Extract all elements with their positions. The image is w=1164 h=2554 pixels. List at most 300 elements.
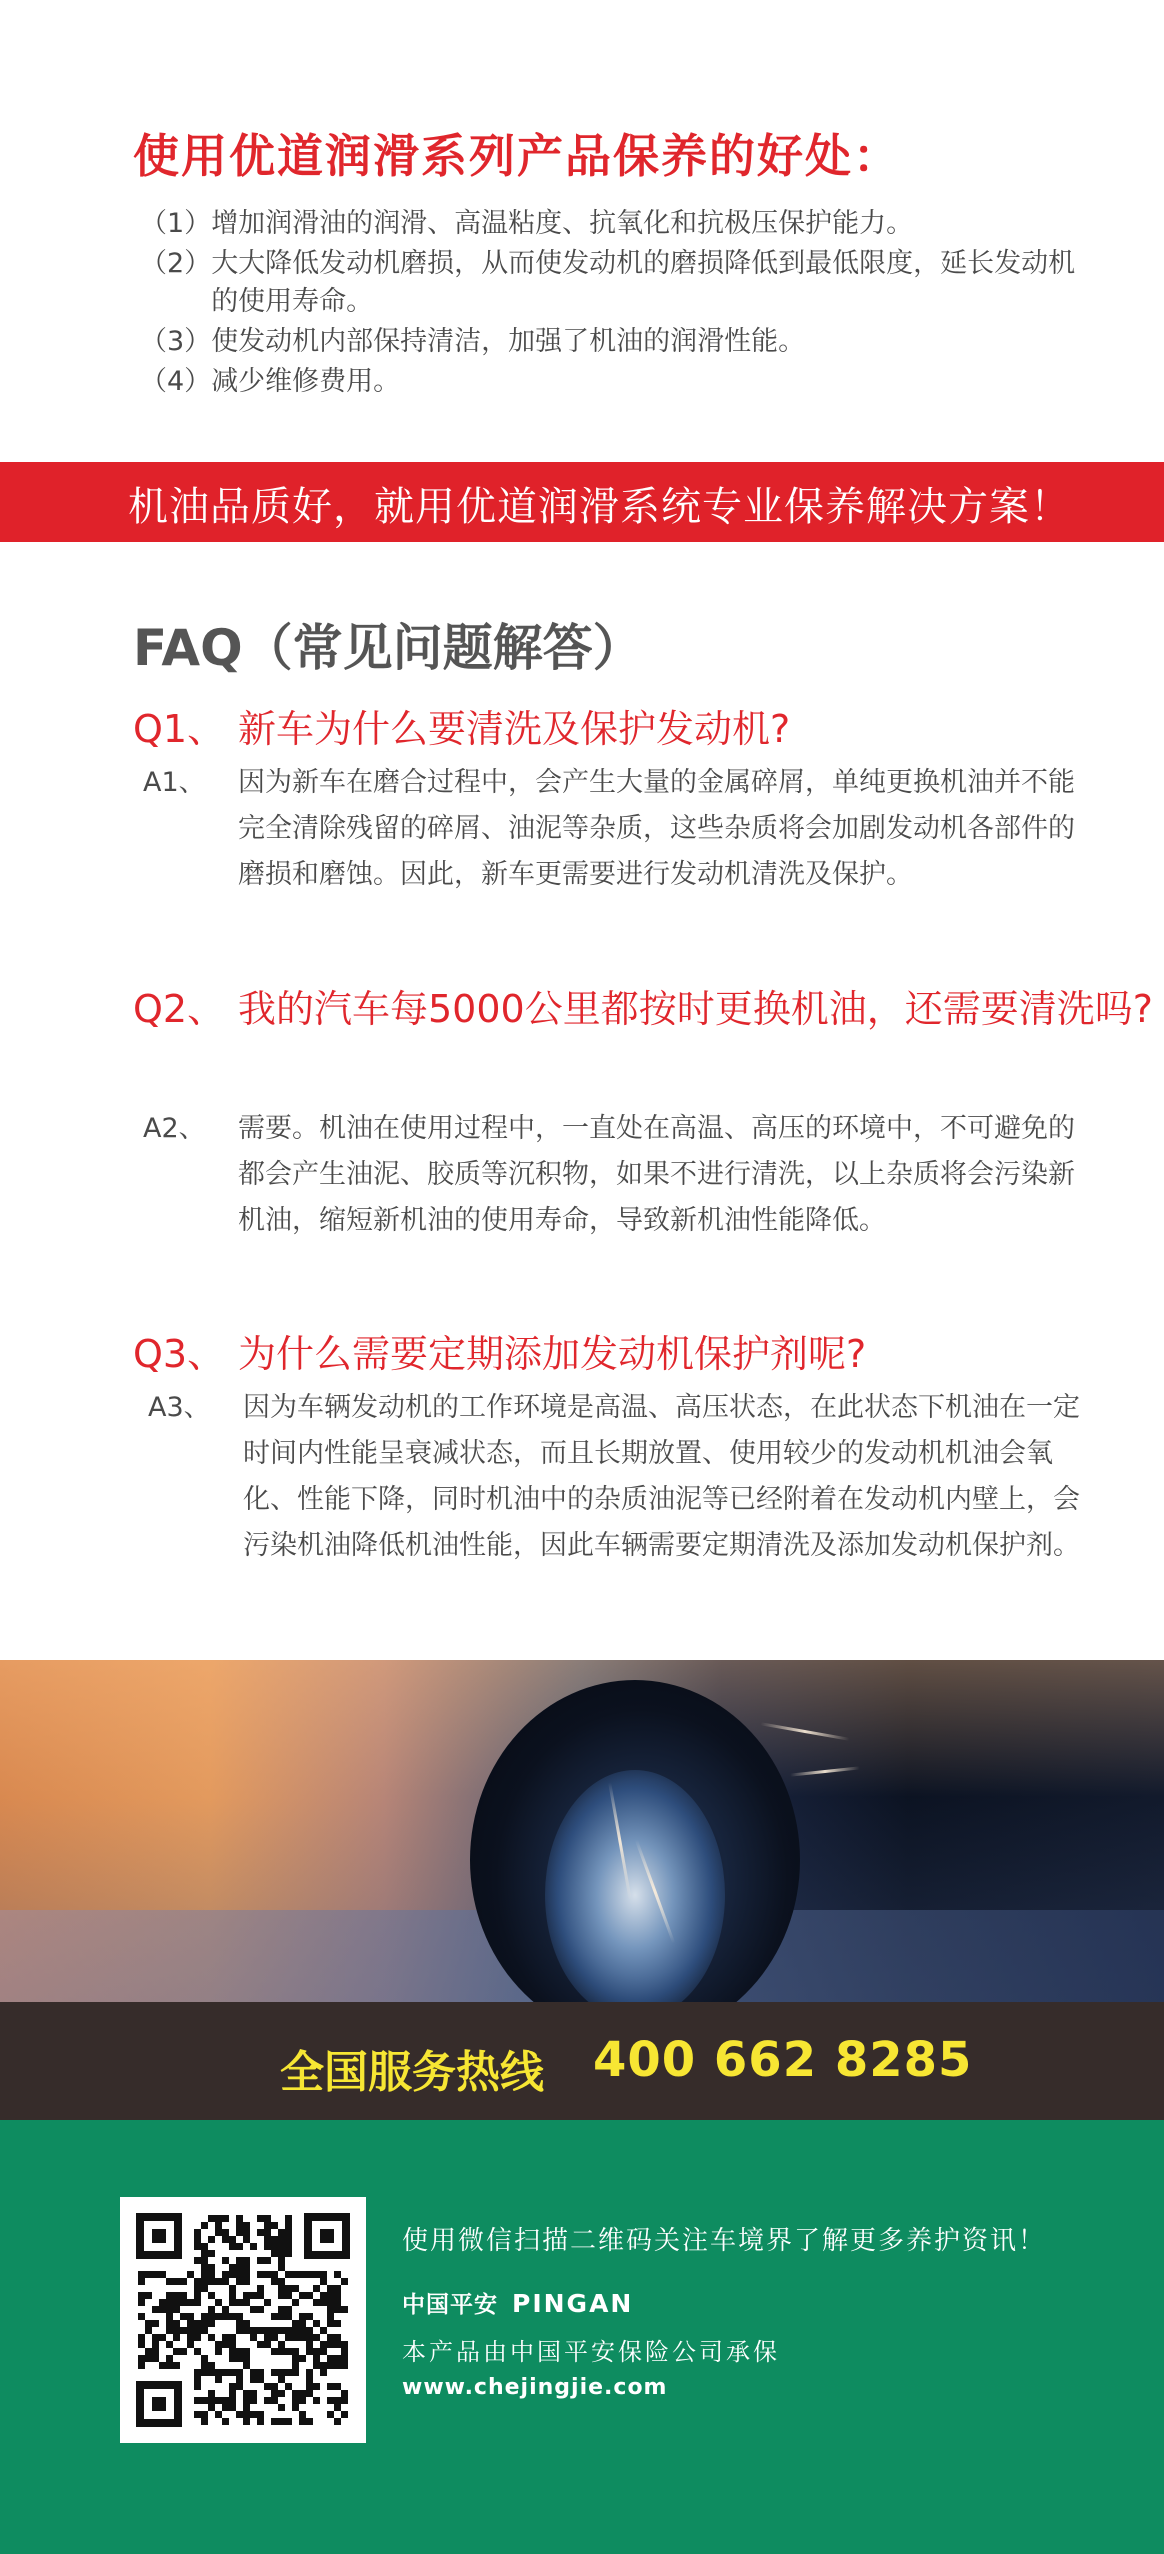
qr-module <box>229 2313 236 2320</box>
qr-module <box>250 2390 257 2397</box>
qr-module <box>299 2271 306 2278</box>
qr-module <box>194 2285 201 2292</box>
qr-module <box>159 2334 166 2341</box>
qr-module <box>194 2369 201 2376</box>
qr-module <box>271 2250 278 2257</box>
qr-module <box>320 2278 327 2285</box>
qr-module <box>187 2341 194 2348</box>
qr-module <box>201 2264 208 2271</box>
qr-module <box>173 2306 180 2313</box>
benefit-number: （2） <box>140 248 212 279</box>
qr-module <box>341 2411 348 2418</box>
qr-module <box>166 2278 173 2285</box>
slogan-text: 机油品质好，就用优道润滑系统专业保养解决方案！ <box>128 484 1071 530</box>
qr-module <box>159 2306 166 2313</box>
qr-module <box>313 2383 320 2390</box>
faq-answer-2 <box>143 1106 1083 1296</box>
qr-module <box>278 2369 285 2376</box>
qr-module <box>306 2271 313 2278</box>
qr-module <box>264 2243 271 2250</box>
answer-label: A3、 <box>148 1392 211 1423</box>
qr-module <box>285 2229 292 2236</box>
qr-module <box>229 2285 236 2292</box>
faq-title-main: FAQ <box>133 619 243 677</box>
qr-module <box>215 2278 222 2285</box>
answer-text: 需要。机油在使用过程中，一直处在高温、高压的环境中，不可避免的都会产生油泥、胶质等沉积物，如果不进行清洗，以上杂质将会污染新机油，缩短新机油的使用寿命，导致新机油性能降低。 <box>238 1113 1075 1236</box>
qr-module <box>208 2362 215 2369</box>
question-label: Q1、 <box>133 707 226 751</box>
qr-module <box>292 2348 299 2355</box>
qr-module <box>215 2341 222 2348</box>
faq-answer-3 <box>143 1385 1083 1625</box>
qr-module <box>334 2285 341 2292</box>
qr-module <box>208 2306 215 2313</box>
qr-module <box>278 2278 285 2285</box>
qr-module <box>299 2397 306 2404</box>
qr-module <box>278 2327 285 2334</box>
qr-module <box>271 2390 278 2397</box>
qr-module <box>236 2264 243 2271</box>
qr-module <box>327 2355 334 2362</box>
qr-module <box>173 2327 180 2334</box>
qr-module <box>313 2320 320 2327</box>
qr-module <box>138 2362 145 2369</box>
qr-module <box>229 2271 236 2278</box>
qr-module <box>327 2313 334 2320</box>
qr-module <box>292 2334 299 2341</box>
pingan-logo <box>402 2286 633 2319</box>
qr-module <box>229 2341 236 2348</box>
qr-module <box>194 2278 201 2285</box>
qr-finder <box>136 2381 182 2427</box>
benefit-item <box>140 245 1090 321</box>
benefit-item <box>140 323 1090 361</box>
qr-module <box>271 2271 278 2278</box>
qr-module <box>278 2313 285 2320</box>
qr-module <box>285 2383 292 2390</box>
qr-module <box>285 2306 292 2313</box>
qr-module <box>222 2229 229 2236</box>
qr-module <box>222 2341 229 2348</box>
qr-code[interactable] <box>120 2197 366 2443</box>
qr-module <box>243 2348 250 2355</box>
qr-module <box>208 2397 215 2404</box>
qr-module <box>264 2271 271 2278</box>
qr-module <box>327 2341 334 2348</box>
qr-module <box>264 2215 271 2222</box>
qr-module <box>243 2278 250 2285</box>
qr-module <box>306 2327 313 2334</box>
qr-module <box>306 2341 313 2348</box>
qr-module <box>334 2271 341 2278</box>
faq-question-2 <box>133 980 1164 1096</box>
qr-module <box>320 2292 327 2299</box>
qr-module <box>341 2341 348 2348</box>
qr-module <box>334 2320 341 2327</box>
qr-module <box>250 2376 257 2383</box>
qr-module <box>264 2222 271 2229</box>
qr-module <box>250 2292 257 2299</box>
qr-module <box>243 2404 250 2411</box>
qr-module <box>180 2278 187 2285</box>
qr-module <box>201 2222 208 2229</box>
qr-module <box>271 2243 278 2250</box>
qr-module <box>215 2348 222 2355</box>
qr-module <box>145 2320 152 2327</box>
benefit-number: （1） <box>140 208 212 239</box>
wechat-scan-text: 使用微信扫描二维码关注车境界了解更多养护资讯！ <box>402 2226 1047 2256</box>
qr-module <box>285 2292 292 2299</box>
qr-module <box>215 2397 222 2404</box>
qr-module <box>152 2320 159 2327</box>
qr-module <box>278 2264 285 2271</box>
qr-module <box>334 2299 341 2306</box>
qr-module <box>278 2348 285 2355</box>
qr-module <box>201 2285 208 2292</box>
qr-module <box>299 2334 306 2341</box>
qr-module <box>229 2348 236 2355</box>
qr-module <box>299 2390 306 2397</box>
qr-module <box>187 2334 194 2341</box>
answer-text: 因为新车在磨合过程中，会产生大量的金属碎屑，单纯更换机油并不能完全清除残留的碎屑、油泥等杂质，这些杂质将会加剧发动机各部件的磨损和磨蚀。因此，新车更需要进行发动机清洗及保护。 <box>238 767 1075 890</box>
qr-module <box>285 2250 292 2257</box>
qr-module <box>138 2313 145 2320</box>
qr-module <box>243 2222 250 2229</box>
qr-module <box>187 2299 194 2306</box>
qr-module <box>257 2376 264 2383</box>
qr-module <box>292 2299 299 2306</box>
qr-module <box>334 2404 341 2411</box>
qr-module <box>201 2355 208 2362</box>
qr-module <box>243 2292 250 2299</box>
qr-module <box>292 2355 299 2362</box>
qr-module <box>138 2292 145 2299</box>
underwriter-text: 本产品由中国平安保险公司承保 <box>402 2338 780 2366</box>
qr-module <box>236 2411 243 2418</box>
qr-module <box>341 2348 348 2355</box>
hotline-label: 全国服务热线 <box>280 2047 544 2098</box>
slogan-banner <box>0 462 1164 542</box>
qr-module <box>229 2334 236 2341</box>
qr-module <box>215 2376 222 2383</box>
qr-module <box>334 2418 341 2425</box>
qr-module <box>180 2313 187 2320</box>
qr-module <box>271 2383 278 2390</box>
qr-module <box>278 2418 285 2425</box>
qr-module <box>264 2383 271 2390</box>
qr-module <box>285 2348 292 2355</box>
qr-module <box>145 2355 152 2362</box>
qr-module <box>285 2236 292 2243</box>
qr-module <box>257 2306 264 2313</box>
qr-module <box>334 2355 341 2362</box>
qr-module <box>187 2320 194 2327</box>
qr-finder <box>136 2213 182 2259</box>
qr-module <box>292 2390 299 2397</box>
qr-module <box>222 2334 229 2341</box>
qr-module <box>320 2271 327 2278</box>
qr-module <box>292 2285 299 2292</box>
qr-module <box>257 2411 264 2418</box>
qr-module <box>236 2215 243 2222</box>
qr-module <box>341 2390 348 2397</box>
qr-module <box>264 2334 271 2341</box>
qr-module <box>166 2306 173 2313</box>
qr-module <box>152 2334 159 2341</box>
qr-module <box>208 2236 215 2243</box>
qr-module <box>271 2327 278 2334</box>
benefit-item <box>140 205 1090 243</box>
question-text: 为什么需要定期添加发动机保护剂呢? <box>238 1332 867 1376</box>
qr-module <box>320 2362 327 2369</box>
qr-module <box>257 2369 264 2376</box>
qr-module <box>278 2404 285 2411</box>
answer-label: A1、 <box>143 767 206 798</box>
qr-module <box>208 2292 215 2299</box>
qr-module <box>194 2320 201 2327</box>
qr-module <box>313 2299 320 2306</box>
qr-module <box>173 2299 180 2306</box>
qr-module <box>306 2292 313 2299</box>
qr-module <box>264 2327 271 2334</box>
qr-module <box>306 2418 313 2425</box>
qr-module <box>166 2313 173 2320</box>
service-hotline-bar <box>0 2002 1164 2120</box>
qr-module <box>264 2229 271 2236</box>
qr-module <box>180 2292 187 2299</box>
qr-module <box>194 2376 201 2383</box>
qr-module <box>194 2299 201 2306</box>
qr-module <box>215 2229 222 2236</box>
qr-module <box>334 2306 341 2313</box>
qr-module <box>159 2299 166 2306</box>
qr-module <box>215 2411 222 2418</box>
qr-module <box>194 2348 201 2355</box>
qr-module <box>236 2313 243 2320</box>
qr-module <box>243 2236 250 2243</box>
qr-module <box>278 2341 285 2348</box>
qr-module <box>152 2348 159 2355</box>
hotline-number[interactable]: 400 662 8285 <box>593 2032 973 2088</box>
qr-module <box>243 2418 250 2425</box>
qr-module <box>327 2334 334 2341</box>
qr-module <box>306 2390 313 2397</box>
qr-module <box>145 2292 152 2299</box>
qr-module <box>194 2243 201 2250</box>
qr-module <box>229 2397 236 2404</box>
question-text: 我的汽车每5000公里都按时更换机油，还需要清洗吗? <box>238 987 1153 1031</box>
qr-module <box>208 2278 215 2285</box>
qr-module <box>236 2320 243 2327</box>
qr-module <box>215 2313 222 2320</box>
qr-module <box>320 2348 327 2355</box>
qr-module <box>292 2362 299 2369</box>
qr-module <box>159 2362 166 2369</box>
qr-module <box>243 2327 250 2334</box>
qr-module <box>159 2271 166 2278</box>
qr-module <box>271 2222 278 2229</box>
qr-module <box>306 2334 313 2341</box>
qr-module <box>313 2348 320 2355</box>
qr-module <box>257 2271 264 2278</box>
benefit-text: 使发动机内部保持清洁，加强了机油的润滑性能。 <box>211 326 806 357</box>
qr-module <box>292 2320 299 2327</box>
qr-module <box>236 2229 243 2236</box>
faq-question-3 <box>133 1325 1164 1383</box>
qr-module <box>285 2313 292 2320</box>
qr-module <box>243 2397 250 2404</box>
qr-module <box>236 2327 243 2334</box>
qr-module <box>229 2264 236 2271</box>
qr-module <box>285 2243 292 2250</box>
qr-module <box>334 2362 341 2369</box>
qr-module <box>264 2341 271 2348</box>
qr-module <box>166 2299 173 2306</box>
qr-module <box>201 2278 208 2285</box>
qr-module <box>257 2229 264 2236</box>
qr-module <box>313 2362 320 2369</box>
qr-module <box>243 2299 250 2306</box>
qr-module <box>313 2397 320 2404</box>
qr-module <box>138 2355 145 2362</box>
qr-module <box>229 2243 236 2250</box>
qr-module <box>145 2327 152 2334</box>
qr-module <box>327 2397 334 2404</box>
benefit-number: （4） <box>140 366 212 397</box>
qr-module <box>327 2362 334 2369</box>
qr-module <box>152 2341 159 2348</box>
qr-module <box>257 2327 264 2334</box>
qr-module <box>229 2236 236 2243</box>
qr-module <box>201 2320 208 2327</box>
qr-module <box>285 2334 292 2341</box>
qr-module <box>152 2306 159 2313</box>
qr-module <box>306 2313 313 2320</box>
qr-module <box>285 2369 292 2376</box>
qr-module <box>292 2369 299 2376</box>
qr-module <box>320 2341 327 2348</box>
qr-module <box>278 2243 285 2250</box>
qr-module <box>306 2383 313 2390</box>
qr-module <box>285 2222 292 2229</box>
qr-module <box>264 2397 271 2404</box>
qr-module <box>215 2299 222 2306</box>
qr-module <box>257 2292 264 2299</box>
qr-module <box>292 2327 299 2334</box>
website-link[interactable]: www.chejingjie.com <box>402 2375 668 2400</box>
qr-module <box>299 2411 306 2418</box>
benefit-text: 增加润滑油的润滑、高温粘度、抗氧化和抗极压保护能力。 <box>211 208 914 239</box>
qr-module <box>222 2313 229 2320</box>
qr-module <box>180 2348 187 2355</box>
qr-module <box>278 2376 285 2383</box>
qr-module <box>250 2334 257 2341</box>
qr-module <box>201 2327 208 2334</box>
qr-module <box>236 2355 243 2362</box>
faq-title-sub: （常见问题解答） <box>242 619 643 677</box>
qr-module <box>341 2362 348 2369</box>
qr-module <box>208 2320 215 2327</box>
qr-module <box>299 2292 306 2299</box>
qr-module <box>278 2285 285 2292</box>
qr-module <box>250 2243 257 2250</box>
qr-module <box>201 2271 208 2278</box>
qr-module <box>320 2327 327 2334</box>
brand-en: PINGAN <box>512 2289 634 2318</box>
qr-module <box>201 2243 208 2250</box>
qr-module <box>271 2278 278 2285</box>
benefits-list <box>140 205 1090 403</box>
qr-module <box>243 2320 250 2327</box>
qr-module <box>327 2306 334 2313</box>
qr-module <box>285 2418 292 2425</box>
qr-finder <box>304 2213 350 2259</box>
qr-module <box>236 2383 243 2390</box>
qr-module <box>152 2355 159 2362</box>
qr-module <box>278 2292 285 2299</box>
qr-module <box>327 2292 334 2299</box>
qr-module <box>229 2390 236 2397</box>
qr-module <box>285 2215 292 2222</box>
qr-module <box>341 2355 348 2362</box>
qr-module <box>173 2320 180 2327</box>
qr-module <box>313 2355 320 2362</box>
qr-module <box>222 2404 229 2411</box>
qr-module <box>306 2348 313 2355</box>
qr-module <box>327 2411 334 2418</box>
qr-module <box>271 2369 278 2376</box>
qr-module <box>208 2313 215 2320</box>
qr-module <box>236 2348 243 2355</box>
qr-module <box>215 2222 222 2229</box>
qr-module <box>138 2299 145 2306</box>
qr-module <box>306 2369 313 2376</box>
qr-module <box>194 2327 201 2334</box>
qr-module <box>299 2320 306 2327</box>
benefits-title: 使用优道润滑系列产品保养的好处： <box>133 129 901 183</box>
qr-module <box>285 2285 292 2292</box>
qr-module <box>299 2355 306 2362</box>
qr-module <box>236 2369 243 2376</box>
qr-module <box>327 2299 334 2306</box>
qr-module <box>327 2285 334 2292</box>
benefit-item <box>140 363 1090 401</box>
qr-module <box>327 2320 334 2327</box>
qr-module <box>194 2236 201 2243</box>
qr-module <box>166 2355 173 2362</box>
qr-module <box>257 2341 264 2348</box>
qr-module <box>208 2264 215 2271</box>
qr-module <box>236 2257 243 2264</box>
qr-module <box>334 2292 341 2299</box>
qr-module <box>257 2418 264 2425</box>
benefit-text: 减少维修费用。 <box>211 366 401 397</box>
qr-module <box>222 2397 229 2404</box>
qr-module <box>271 2236 278 2243</box>
footer <box>0 2120 1164 2554</box>
qr-module <box>250 2369 257 2376</box>
qr-module <box>299 2327 306 2334</box>
qr-module <box>278 2250 285 2257</box>
qr-module <box>215 2215 222 2222</box>
qr-module <box>306 2376 313 2383</box>
qr-module <box>222 2236 229 2243</box>
qr-module <box>243 2411 250 2418</box>
qr-module <box>166 2320 173 2327</box>
qr-module <box>187 2271 194 2278</box>
question-text: 新车为什么要清洗及保护发动机? <box>238 707 791 751</box>
qr-module <box>194 2411 201 2418</box>
